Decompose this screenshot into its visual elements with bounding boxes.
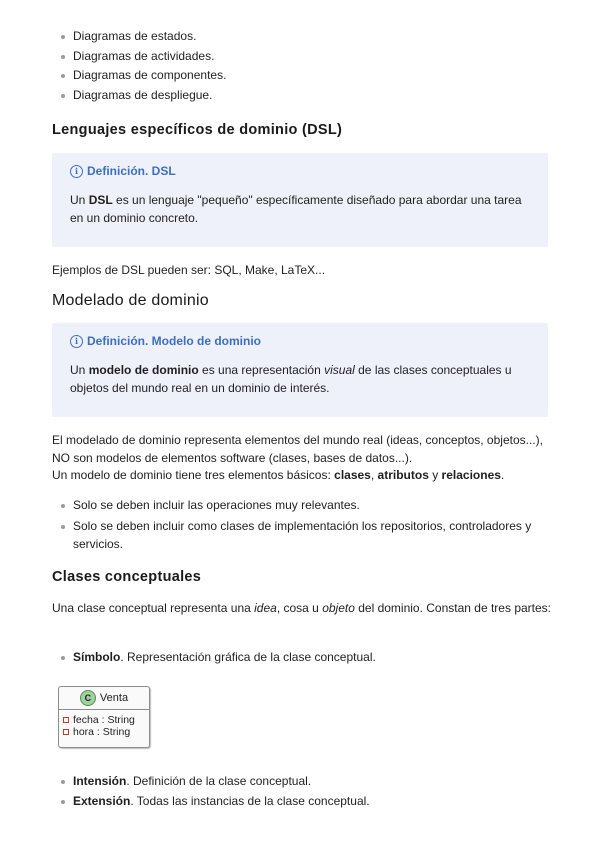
uml-attributes bbox=[59, 710, 149, 738]
text-segment: . bbox=[500, 468, 505, 482]
text-segment: . Todas las instancias de la clase conceptual. bbox=[130, 793, 370, 808]
modelo-definition-callout bbox=[52, 323, 548, 417]
callout-body bbox=[70, 191, 532, 227]
modelado-rules-list bbox=[60, 496, 540, 553]
bold-term: DSL bbox=[88, 193, 113, 207]
info-icon: i bbox=[70, 335, 83, 348]
list-item: Diagramas de componentes. bbox=[60, 66, 226, 86]
italic-term: objeto bbox=[322, 601, 355, 615]
uml-attribute bbox=[59, 714, 149, 726]
list-item: Diagramas de estados. bbox=[60, 27, 226, 47]
list-item bbox=[60, 792, 370, 812]
dsl-definition-callout bbox=[52, 153, 548, 247]
uml-attribute-text: fecha : String bbox=[73, 714, 135, 726]
bold-term: atributos bbox=[377, 468, 429, 482]
text-segment: , cosa u bbox=[276, 601, 323, 615]
text-segment: es un lenguaje "pequeño" específicamente diseñado para abordar una tarea en un dominio concreto. bbox=[70, 193, 522, 225]
dsl-heading: Lenguajes específicos de dominio (DSL) bbox=[52, 122, 343, 138]
private-field-icon bbox=[63, 717, 69, 723]
text-segment: Una clase conceptual representa una bbox=[52, 601, 255, 615]
text-segment: . Definición de la clase conceptual. bbox=[126, 774, 312, 788]
uml-class-name: Venta bbox=[99, 692, 129, 704]
clases-heading: Clases conceptuales bbox=[52, 569, 202, 585]
list-item: Diagramas de actividades. bbox=[60, 47, 226, 67]
info-icon: i bbox=[70, 165, 83, 178]
italic-term: idea bbox=[254, 601, 277, 615]
uml-class-header bbox=[59, 687, 149, 710]
bold-term: clases bbox=[334, 468, 371, 482]
text-segment: de las clases conceptuales u objetos del mundo real en un dominio de interés. bbox=[70, 363, 512, 395]
text-segment: y bbox=[428, 468, 442, 482]
simbolo-list bbox=[60, 648, 376, 668]
clases-paragraph bbox=[52, 599, 552, 617]
private-field-icon bbox=[63, 729, 69, 735]
text-segment: Un bbox=[70, 193, 89, 207]
callout-body bbox=[70, 361, 532, 397]
list-item: Diagramas de despliegue. bbox=[60, 86, 226, 106]
uml-class-diagram bbox=[58, 686, 150, 748]
text-segment: es una representación bbox=[198, 363, 325, 377]
list-item: Solo se deben incluir como clases de implementación los repositorios, controladores y servicios. bbox=[60, 517, 540, 553]
text-segment: , bbox=[370, 468, 378, 482]
class-badge-icon: C bbox=[80, 690, 96, 706]
text-segment: Un bbox=[70, 363, 89, 377]
italic-term: visual bbox=[324, 363, 355, 377]
intension-extension-list bbox=[60, 772, 370, 811]
diagram-types-list bbox=[60, 27, 226, 105]
callout-title-text: Definición. DSL bbox=[87, 164, 176, 178]
text-segment: Un modelo de dominio tiene tres elementos básicos: bbox=[52, 468, 335, 482]
uml-attribute bbox=[59, 726, 149, 738]
modelado-paragraph-1: El modelado de dominio representa elementos del mundo real (ideas, conceptos, objetos...), NO son modelos de elementos software (clases, bases de datos...). bbox=[52, 433, 543, 465]
list-item bbox=[60, 648, 376, 668]
bold-term: Extensión bbox=[73, 793, 131, 808]
callout-title-text: Definición. Modelo de dominio bbox=[87, 334, 261, 348]
dsl-examples: Ejemplos de DSL pueden ser: SQL, Make, LaTeX... bbox=[52, 263, 326, 277]
callout-title bbox=[70, 334, 261, 348]
modelado-heading: Modelado de dominio bbox=[52, 292, 209, 309]
text-segment: del dominio. Constan de tres partes: bbox=[354, 601, 551, 615]
text-segment: . Representación gráfica de la clase conceptual. bbox=[120, 650, 376, 664]
bold-term: Símbolo bbox=[73, 650, 121, 664]
bold-term: relaciones bbox=[441, 468, 501, 482]
list-item bbox=[60, 772, 370, 792]
callout-title bbox=[70, 164, 176, 178]
uml-attribute-text: hora : String bbox=[73, 726, 131, 738]
bold-term: modelo de dominio bbox=[88, 363, 199, 377]
list-item: Solo se deben incluir las operaciones muy relevantes. bbox=[60, 496, 540, 516]
modelado-paragraph-2 bbox=[52, 466, 552, 484]
bold-term: Intensión bbox=[73, 774, 127, 788]
